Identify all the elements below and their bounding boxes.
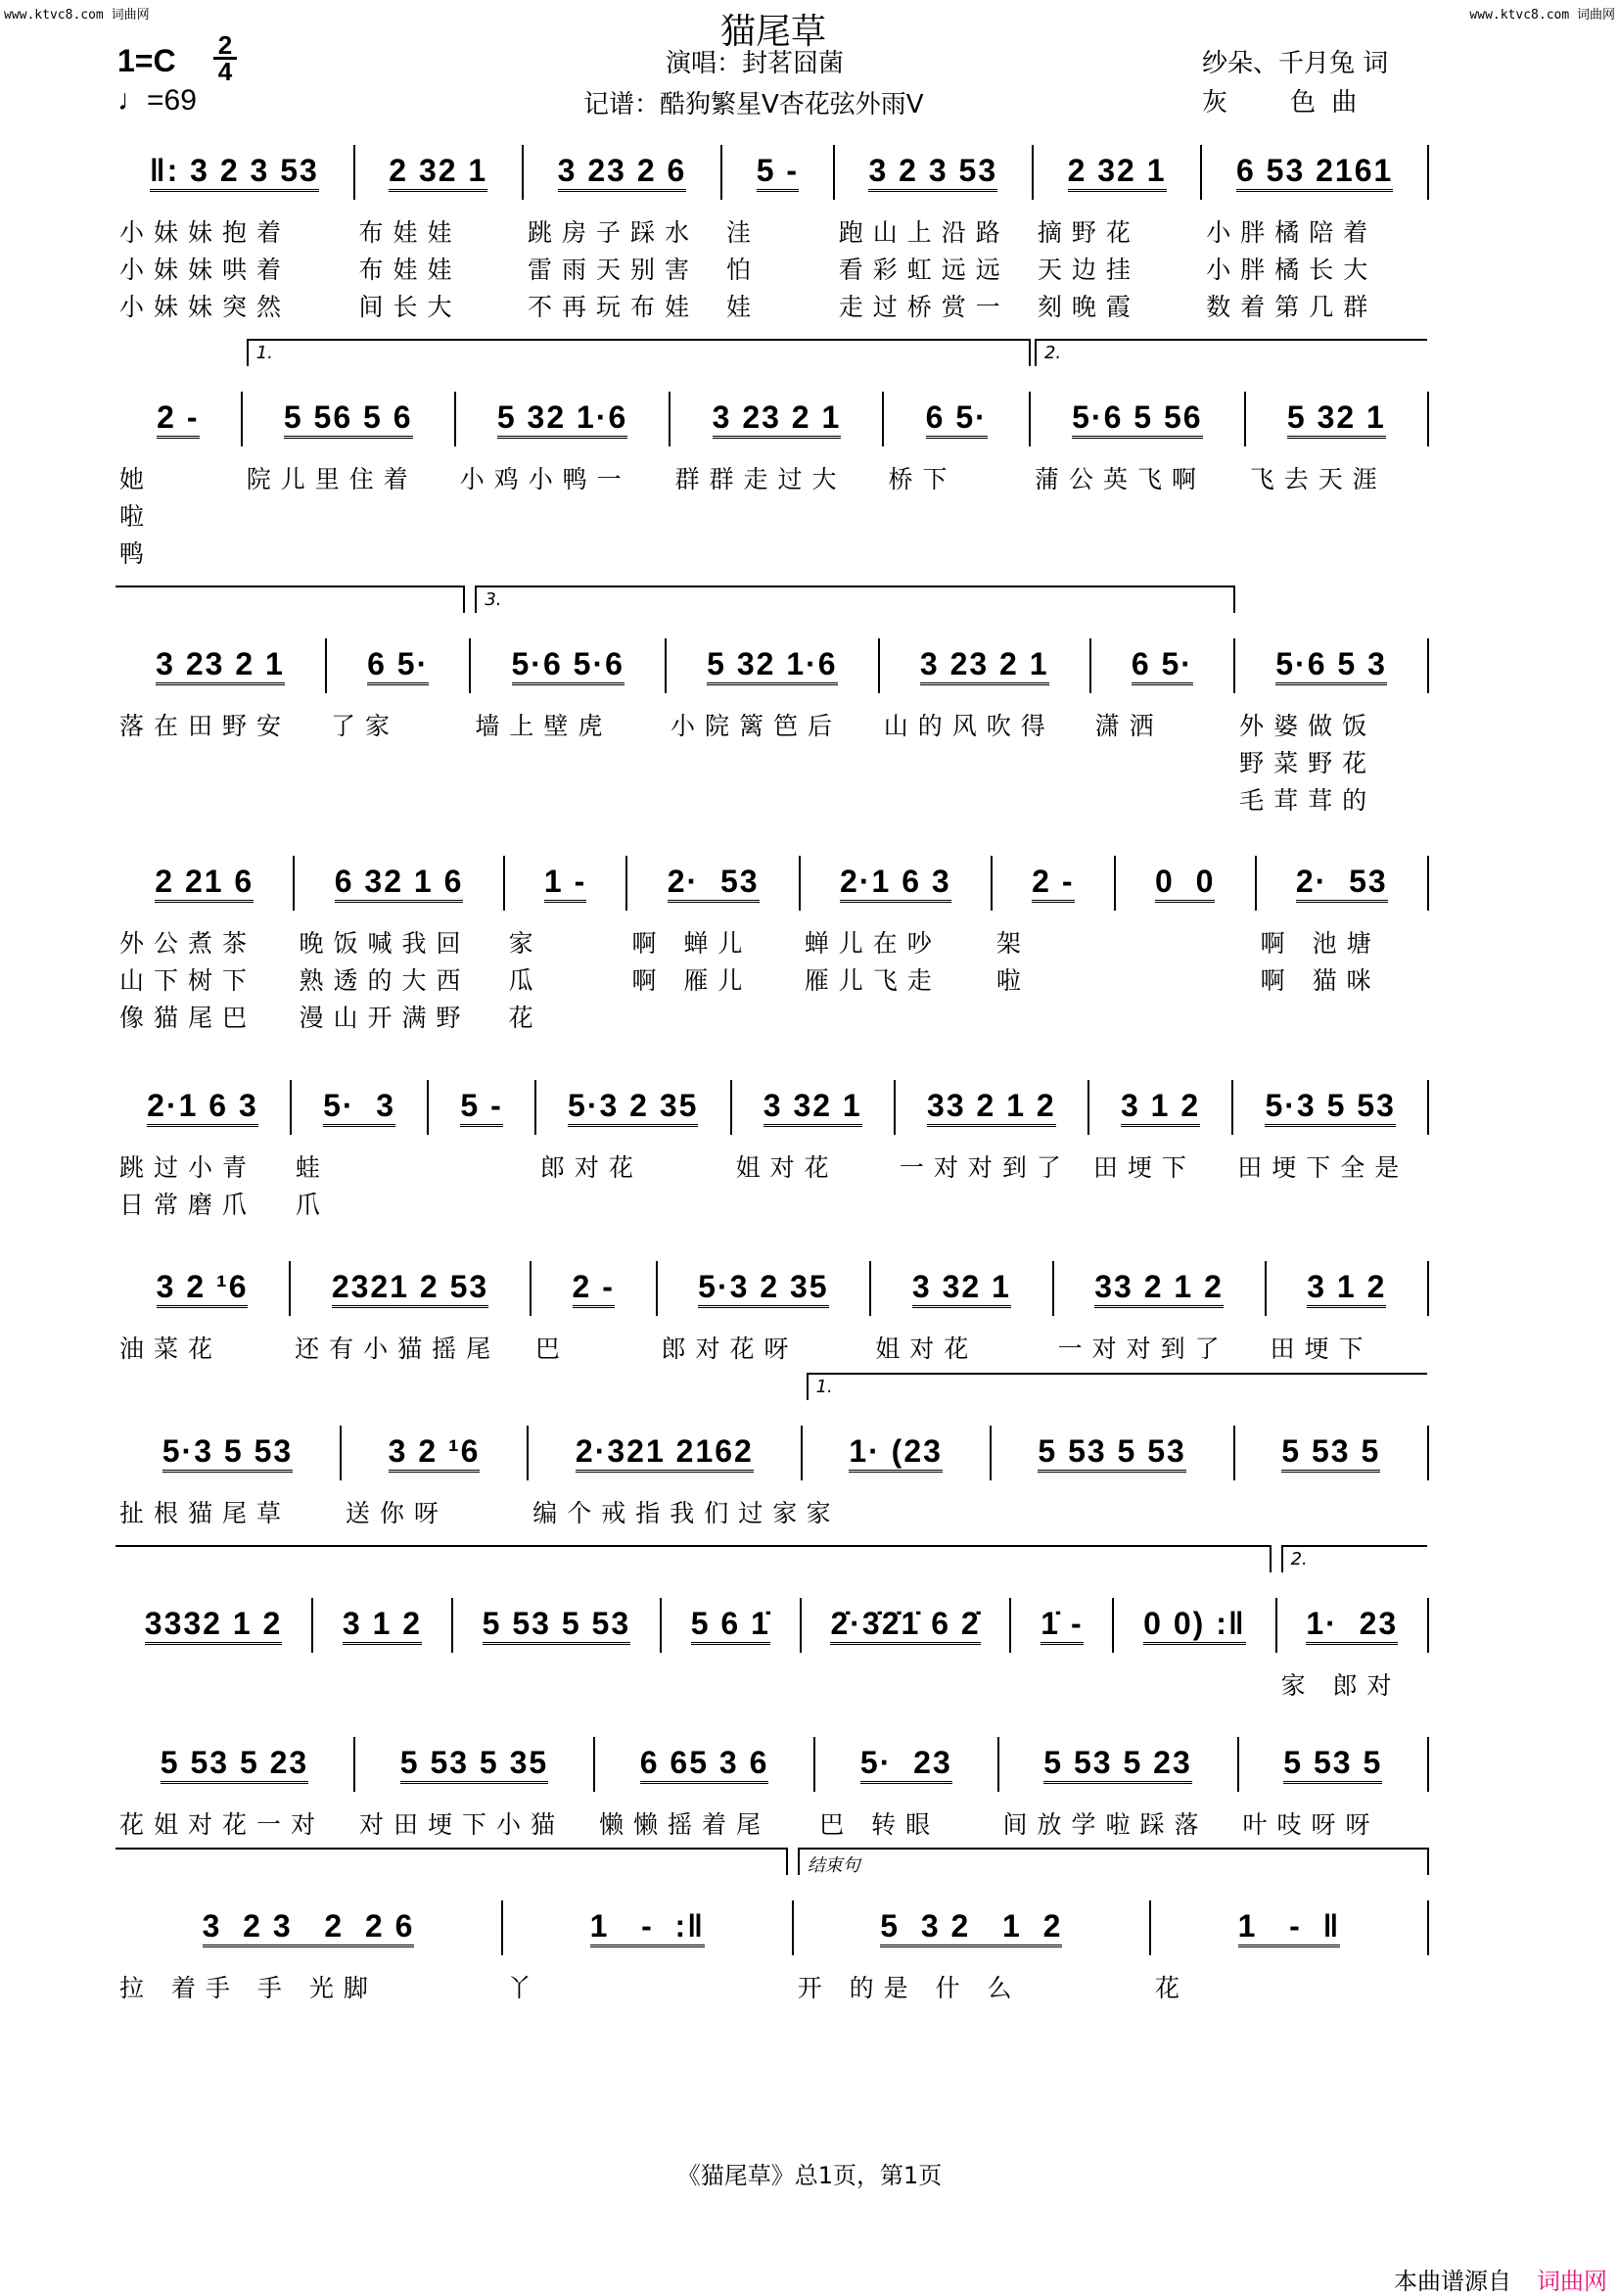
- measure: [992, 1426, 1235, 1480]
- measure-notes: 5 53 5 23: [161, 1746, 308, 1784]
- measure-notes: 5 53 5: [1283, 1746, 1382, 1784]
- lyric-verse-3: 毛茸茸的: [1239, 786, 1377, 815]
- lyric-verse-1: 晚饭喊我回: [299, 929, 471, 958]
- measure-notes: 6 5·: [926, 400, 988, 439]
- measure: [116, 1426, 342, 1480]
- lyric-verse-1: 拉 着手 手 光脚: [119, 1974, 378, 2002]
- lyric-verse-1: 蛙: [295, 1153, 330, 1182]
- lyric-verse-1: 对田埂下小猫: [358, 1810, 565, 1839]
- measure: [1202, 145, 1429, 200]
- measure: [801, 856, 993, 911]
- lyric-verse-1: 小鸡小鸭一: [459, 465, 631, 493]
- measure-notes: 2 32 1: [1068, 154, 1167, 192]
- measure-notes: 6 32 1 6: [335, 865, 464, 903]
- measure: [1277, 1598, 1429, 1653]
- measure: [732, 1080, 896, 1135]
- staff-system: [116, 1855, 1429, 2002]
- staff-system: [116, 1737, 1429, 1839]
- lyric-verse-1: 飞去天涯: [1249, 465, 1387, 493]
- lyric-verse-1: 巴 转眼: [819, 1810, 941, 1839]
- volta-bracket: [247, 339, 1031, 366]
- measure-notes: 3 23 2 1: [156, 647, 285, 685]
- lyricist-credit: 纱朵、千月兔 词: [1202, 49, 1389, 78]
- lyric-verse-1: 小胖橘陪着: [1206, 218, 1378, 247]
- volta-bracket: [475, 586, 1235, 613]
- measure: [627, 856, 800, 911]
- lyric-verse-2: 啊 雁儿: [631, 966, 753, 995]
- measure-notes: 1 -: [544, 865, 586, 903]
- lyric-verse-1: 丫: [507, 1974, 542, 2002]
- measure: [993, 856, 1116, 911]
- staff-system: [116, 1549, 1429, 1700]
- measure: [342, 1426, 529, 1480]
- measure-notes: 2321 2 53: [332, 1270, 488, 1308]
- lyric-verse-1: 小院篱笆后: [671, 712, 843, 740]
- lyric-verse-1: 间放学啦踩落: [1002, 1810, 1209, 1839]
- lyric-verse-1: 家 郎对: [1280, 1671, 1402, 1700]
- measure-notes: 5·3 5 53: [162, 1434, 293, 1473]
- measure-notes: 5·3 2 35: [568, 1089, 698, 1127]
- measure-notes: 5 53 5: [1281, 1434, 1380, 1473]
- measure: [1246, 392, 1429, 446]
- volta-label: 1.: [815, 1377, 833, 1397]
- lyric-verse-3: 花: [508, 1004, 543, 1032]
- measure: [1089, 1080, 1233, 1135]
- measure-notes: 5 6 1̇: [691, 1607, 770, 1645]
- measure: [116, 1900, 503, 1955]
- measure: [116, 638, 327, 693]
- measure-notes: 3 1 2: [1121, 1089, 1200, 1127]
- lyric-verse-1: 蒲公英飞啊: [1034, 465, 1206, 493]
- lyric-verse-1: 啊 蝉儿: [631, 929, 753, 958]
- measure: [355, 1737, 595, 1792]
- measure-notes: 3 2 ¹6: [157, 1270, 249, 1308]
- lyric-verse-1: 跳房子踩水: [527, 218, 699, 247]
- measure-notes: 3 2 3 53: [868, 154, 997, 192]
- lyric-verse-1: 懒懒摇着尾: [598, 1810, 770, 1839]
- volta-bracket: [807, 1373, 1427, 1400]
- measure-notes: ‖: 3 2 3 53: [150, 154, 319, 192]
- measure-notes: 5·3 5 53: [1265, 1089, 1395, 1127]
- lyric-verse-1: 田埂下: [1270, 1335, 1373, 1363]
- lyric-verse-3: 小妹妹突然: [119, 293, 292, 321]
- notes-row: [116, 1900, 1429, 1955]
- measure: [1114, 1598, 1276, 1653]
- measure: [1034, 145, 1202, 200]
- lyric-verse-1: 家: [508, 929, 543, 958]
- lyric-verse-1: 小妹妹抱着: [119, 218, 292, 247]
- volta-label: 1.: [255, 343, 273, 363]
- measure-notes: 5 -: [757, 154, 799, 192]
- staff-system: [116, 856, 1429, 1032]
- measure: [1054, 1261, 1267, 1316]
- lyric-verse-2: 雷雨天别害: [527, 256, 699, 284]
- measure-notes: 3 2 ¹6: [389, 1434, 481, 1473]
- source-site-logo[interactable]: 词曲网: [1537, 2268, 1607, 2295]
- time-signature-top: 2: [217, 30, 233, 60]
- volta-label: 结束句: [807, 1855, 860, 1876]
- lyric-verse-1: 扯根猫尾草: [119, 1499, 292, 1527]
- lyric-verse-1: 油菜花: [119, 1335, 223, 1363]
- measure-notes: 1̇ -: [1041, 1607, 1083, 1645]
- volta-bracket: [1035, 339, 1427, 366]
- measure: [880, 638, 1091, 693]
- lyric-verse-1: 布娃娃: [358, 218, 462, 247]
- measure-notes: 5·6 5 56: [1072, 400, 1202, 439]
- measure-notes: 2 -: [157, 400, 199, 439]
- measure-notes: 2·1 6 3: [840, 865, 951, 903]
- measure: [662, 1598, 802, 1653]
- measure: [658, 1261, 872, 1316]
- lyric-verse-1: 跑山上沿路: [838, 218, 1010, 247]
- time-signature: [213, 30, 237, 86]
- notes-row: [116, 638, 1429, 693]
- measure-notes: 5 32 1·6: [707, 647, 837, 685]
- measure: [536, 1080, 732, 1135]
- measure-notes: 1· (23: [849, 1434, 943, 1473]
- measure-notes: 2 21 6: [155, 865, 254, 903]
- measure-notes: 3 1 2: [1307, 1270, 1386, 1308]
- measure-notes: 2· 53: [668, 865, 760, 903]
- lyric-verse-2: 山下树下: [119, 966, 257, 995]
- measure: [671, 392, 884, 446]
- staff-system: [116, 343, 1429, 568]
- measure: [835, 145, 1034, 200]
- measure-notes: 33 2 1 2: [927, 1089, 1056, 1127]
- measure: [595, 1737, 815, 1792]
- measure: [884, 392, 1030, 446]
- lyric-verse-1: 洼: [726, 218, 762, 247]
- measure: [1267, 1261, 1430, 1316]
- measure-notes: 5 53 5 53: [483, 1607, 630, 1645]
- measure: [313, 1598, 453, 1653]
- measure-notes: 3 1 2: [343, 1607, 422, 1645]
- measure: [116, 1261, 291, 1316]
- measure-notes: 6 5·: [367, 647, 429, 685]
- measure: [722, 145, 835, 200]
- measure: [1257, 856, 1429, 911]
- measure: [471, 638, 667, 693]
- measure-notes: 5 53 5 35: [400, 1746, 548, 1784]
- measure-notes: 33 2 1 2: [1094, 1270, 1224, 1308]
- measure: [116, 1080, 292, 1135]
- measure-notes: 3 23 2 6: [558, 154, 687, 192]
- measure: [116, 145, 355, 200]
- measure: [243, 392, 456, 446]
- measure-notes: 0 0: [1155, 865, 1215, 903]
- measure: [1151, 1900, 1429, 1955]
- lyric-verse-2: 日常磨爪: [119, 1191, 257, 1219]
- key-signature: 1=C: [117, 43, 176, 78]
- measure-notes: 5·3 2 35: [698, 1270, 828, 1308]
- lyric-verse-3: 数着第几群: [1206, 293, 1378, 321]
- lyric-verse-1: 架: [995, 929, 1031, 958]
- lyric-verse-1: 花: [1155, 1974, 1190, 2002]
- measure: [295, 856, 504, 911]
- measure: [524, 145, 722, 200]
- measure-notes: 6 53 2161: [1236, 154, 1393, 192]
- measure: [116, 1737, 355, 1792]
- lyric-verse-2: 啦: [995, 966, 1031, 995]
- measure-notes: 2 -: [1032, 865, 1074, 903]
- measure: [1031, 392, 1246, 446]
- measure-notes: 6 65 3 6: [640, 1746, 769, 1784]
- measure-notes: 6 5·: [1132, 647, 1193, 685]
- lyric-verse-3: 像猫尾巴: [119, 1004, 257, 1032]
- lyric-verse-2: 小胖橘长大: [1206, 256, 1378, 284]
- watermark-right: www.ktvc8.com 词曲网: [1469, 8, 1615, 23]
- composer-credit: 灰 色 曲: [1202, 88, 1362, 117]
- lyric-verse-3: 漫山开满野: [299, 1004, 471, 1032]
- watermark-left: www.ktvc8.com 词曲网: [4, 8, 150, 23]
- lyric-verse-1: 还有小猫摇尾: [295, 1335, 501, 1363]
- measure-notes: 2 -: [573, 1270, 615, 1308]
- transcriber-credit: 记谱：酷狗繁星V杏花弦外雨V: [583, 90, 924, 119]
- volta-label: 3.: [485, 589, 502, 610]
- notes-row: [116, 1426, 1429, 1480]
- lyric-verse-3: 鸭: [119, 539, 155, 568]
- measure: [429, 1080, 536, 1135]
- song-title: 猫尾草: [719, 12, 826, 52]
- volta-bracket: [116, 586, 465, 613]
- measure-notes: 5 -: [460, 1089, 502, 1127]
- lyric-verse-1: 墙上壁虎: [475, 712, 613, 740]
- lyric-verse-3: 娃: [726, 293, 762, 321]
- lyric-verse-1: 潇洒: [1094, 712, 1164, 740]
- lyric-verse-3: 走过桥赏一: [838, 293, 1010, 321]
- measure-notes: 5 53 5 23: [1043, 1746, 1191, 1784]
- measure-notes: 3 23 2 1: [713, 400, 842, 439]
- lyric-verse-2: 啊 猫咪: [1260, 966, 1381, 995]
- lyric-verse-1: 外公煮茶: [119, 929, 257, 958]
- measure-notes: 5· 3: [323, 1089, 395, 1127]
- lyric-verse-2: 天边挂: [1037, 256, 1140, 284]
- lyric-verse-1: 群群走过大: [674, 465, 847, 493]
- lyric-verse-1: 她: [119, 465, 155, 493]
- lyric-verse-2: 看彩虹远远: [838, 256, 1010, 284]
- measure: [794, 1900, 1151, 1955]
- volta-bracket: [116, 1848, 788, 1875]
- measure-notes: 1· 23: [1306, 1607, 1398, 1645]
- measure: [291, 1261, 532, 1316]
- measure: [453, 1598, 662, 1653]
- measure-notes: 5 32 1: [1287, 400, 1386, 439]
- lyric-verse-1: 落在田野安: [119, 712, 292, 740]
- volta-bracket: [1281, 1545, 1427, 1572]
- measure-notes: 5 53 5 53: [1038, 1434, 1185, 1473]
- lyric-verse-1: 编个戒指我们过家: [532, 1499, 808, 1527]
- source-label: 本曲谱源自: [1394, 2268, 1511, 2295]
- volta-label: 2.: [1290, 1549, 1308, 1570]
- lyric-verse-1: 田埂下全是: [1237, 1153, 1410, 1182]
- measure: [532, 1261, 658, 1316]
- measure-notes: 5· 23: [860, 1746, 952, 1784]
- staff-system: [116, 1261, 1429, 1363]
- measure: [999, 1737, 1239, 1792]
- lyric-verse-1: 一对对到了: [899, 1153, 1071, 1182]
- volta-bracket: [798, 1848, 1429, 1875]
- tempo-marking: ♩=69: [117, 84, 197, 117]
- lyric-verse-1: 开 的是 什 么: [797, 1974, 1022, 2002]
- measure: [896, 1080, 1089, 1135]
- lyric-verse-1: 跳过小青: [119, 1153, 257, 1182]
- notes-row: [116, 1737, 1429, 1792]
- measure: [327, 638, 471, 693]
- measure-notes: 2·321 2162: [576, 1434, 754, 1473]
- measure: [1235, 638, 1429, 693]
- notes-row: [116, 1261, 1429, 1316]
- staff-system: [116, 1080, 1429, 1219]
- measure: [803, 1426, 992, 1480]
- lyric-verse-1: 郎对花呀: [661, 1335, 799, 1363]
- measure-notes: 2 32 1: [389, 154, 487, 192]
- measure: [1233, 1080, 1429, 1135]
- measure-notes: 3 32 1: [763, 1089, 862, 1127]
- measure: [355, 145, 524, 200]
- measure: [1091, 638, 1235, 693]
- notes-row: [116, 1080, 1429, 1135]
- lyric-verse-1: 了家: [330, 712, 399, 740]
- lyric-verse-1: 外婆做饭: [1239, 712, 1377, 740]
- lyric-verse-1: 叶吱呀呀: [1242, 1810, 1380, 1839]
- lyric-verse-2: 瓜: [508, 966, 543, 995]
- measure-notes: 2· 53: [1296, 865, 1388, 903]
- measure: [292, 1080, 429, 1135]
- measure: [503, 1900, 794, 1955]
- measure: [871, 1261, 1053, 1316]
- lyric-verse-3: 不再玩布娃: [527, 293, 699, 321]
- lyric-verse-1: 家: [806, 1499, 841, 1527]
- lyric-verse-1: 姐对花: [735, 1153, 839, 1182]
- lyric-verse-1: 送你呀: [345, 1499, 448, 1527]
- volta-bracket: [116, 1545, 1272, 1572]
- measure-notes: 1 - ‖: [1238, 1909, 1341, 1947]
- lyric-verse-3: 刻晚霞: [1037, 293, 1140, 321]
- measure: [116, 392, 243, 446]
- lyric-verse-1: 啊 池塘: [1260, 929, 1381, 958]
- measure: [1235, 1426, 1429, 1480]
- time-signature-bottom: 4: [213, 57, 237, 83]
- singer-credit: 演唱：封茗囧菌: [666, 49, 845, 78]
- lyric-verse-1: 桥下: [888, 465, 957, 493]
- lyric-verse-1: 花姐对花一对: [119, 1810, 326, 1839]
- measure-notes: 2̇·3̇2̇1̇ 6 2̇: [830, 1607, 980, 1645]
- measure-notes: 3332 1 2: [145, 1607, 283, 1645]
- lyric-verse-2: 野菜野花: [1239, 749, 1377, 777]
- measure-notes: 5 3 2 1 2: [880, 1909, 1062, 1947]
- measure: [802, 1598, 1012, 1653]
- measure: [116, 856, 295, 911]
- notes-row: [116, 1598, 1429, 1653]
- measure-notes: 2·1 6 3: [147, 1089, 258, 1127]
- measure: [667, 638, 880, 693]
- notes-row: [116, 392, 1429, 446]
- lyric-verse-3: 间长大: [358, 293, 462, 321]
- measure-notes: 3 32 1: [912, 1270, 1011, 1308]
- staff-system: [116, 1377, 1429, 1527]
- lyric-verse-1: 院儿里住着: [246, 465, 418, 493]
- notes-row: [116, 145, 1429, 200]
- measure: [1239, 1737, 1430, 1792]
- measure: [1011, 1598, 1114, 1653]
- measure: [456, 392, 671, 446]
- measure: [815, 1737, 998, 1792]
- measure-notes: 5·6 5·6: [512, 647, 624, 685]
- lyric-verse-1: 田埂下: [1092, 1153, 1196, 1182]
- measure: [529, 1426, 802, 1480]
- lyric-verse-2: 布娃娃: [358, 256, 462, 284]
- measure-notes: 3 23 2 1: [920, 647, 1049, 685]
- measure-notes: 5 32 1·6: [497, 400, 627, 439]
- measure-notes: 3 2 3 2 2 6: [203, 1909, 415, 1947]
- lyric-verse-2: 雁儿飞走: [804, 966, 942, 995]
- page-footer: 《猫尾草》总1页，第1页: [676, 2162, 943, 2189]
- staff-system: [116, 145, 1429, 321]
- lyric-verse-1: 山的风吹得: [883, 712, 1055, 740]
- lyric-verse-2: 怕: [726, 256, 762, 284]
- measure: [1116, 856, 1257, 911]
- measure-notes: 5 56 5 6: [284, 400, 413, 439]
- volta-label: 2.: [1043, 343, 1062, 363]
- lyric-verse-1: 巴: [534, 1335, 570, 1363]
- lyric-verse-2: 熟透的大西: [299, 966, 471, 995]
- staff-system: [116, 589, 1429, 815]
- measure-notes: 0 0) :‖: [1143, 1607, 1246, 1645]
- lyric-verse-1: 摘野花: [1037, 218, 1140, 247]
- lyric-verse-1: 郎对花: [539, 1153, 643, 1182]
- lyric-verse-1: 蝉儿在吵: [804, 929, 942, 958]
- measure: [116, 1598, 313, 1653]
- lyric-verse-1: 一对对到了: [1057, 1335, 1229, 1363]
- lyric-verse-1: 姐对花: [875, 1335, 979, 1363]
- notes-row: [116, 856, 1429, 911]
- measure-notes: 5·6 5 3: [1275, 647, 1387, 685]
- measure: [505, 856, 628, 911]
- measure-notes: 1 - :‖: [590, 1909, 705, 1947]
- lyric-verse-2: 啦: [119, 502, 155, 531]
- lyric-verse-2: 爪: [295, 1191, 330, 1219]
- lyric-verse-2: 小妹妹哄着: [119, 256, 292, 284]
